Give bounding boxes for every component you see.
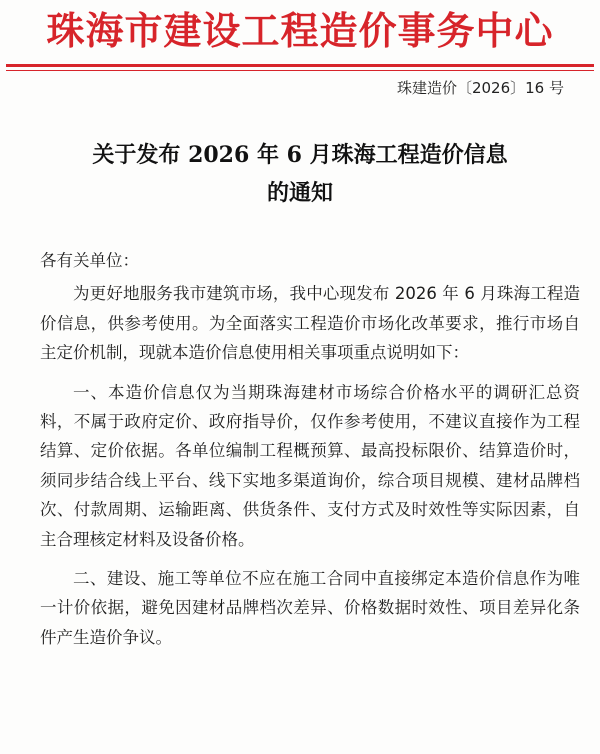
- paragraph-intro: 为更好地服务我市建筑市场，我中心现发布 2026 年 6 月珠海工程造价信息，供参考使用。为全面落实工程造价市场化改革要求，推行市场自主定价机制，现就本造价信息使用相关事项重点说明如下：: [40, 284, 580, 363]
- title-line-2: 的通知: [266, 180, 333, 206]
- document-body: [40, 246, 580, 662]
- header-red-rule-thin: [6, 70, 594, 71]
- paragraph-item-1: 一、本造价信息仅为当期珠海建材市场综合价格水平的调研汇总资料，不属于政府定价、政府指导价，仅作参考使用，不建议直接作为工程结算、定价依据。各单位编制工程概预算、最高投标限价、结算造价时，须同步结合线上平台、线下实地多渠道询价，综合项目规模、建材品牌档次、付款周期、运输距离、供货条件、支付方式及时效性等实际因素，自主合理核定材料及设备价格。: [40, 382, 580, 549]
- org-header: 珠海市建设工程造价事务中心: [46, 9, 554, 53]
- document-title: [0, 136, 600, 212]
- salutation: 各有关单位：: [40, 251, 139, 270]
- title-line-1: 关于发布 2026 年 6 月珠海工程造价信息: [92, 142, 508, 168]
- document-number: 珠建造价〔2026〕16 号: [396, 79, 564, 97]
- paragraph-item-2: 二、建设、施工等单位不应在施工合同中直接绑定本造价信息作为唯一计价依据，避免因建材品牌档次差异、价格数据时效性、项目差异化条件产生造价争议。: [40, 569, 580, 647]
- header-red-rule: [6, 64, 594, 67]
